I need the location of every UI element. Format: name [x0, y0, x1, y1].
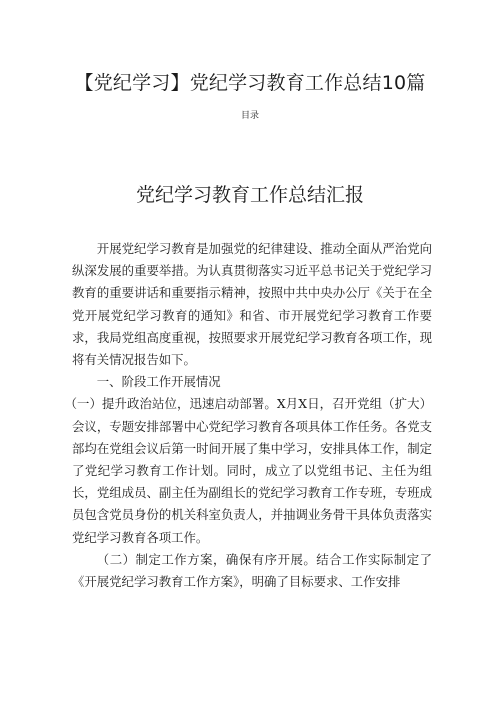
- paragraph-item-1: （一）提升政治站位，迅速启动部署。X月X日，召开党组（扩大）会议，专题安排部署中心党纪学习教育各项具体工作任务。各党支部均在党组会议后第一时间开展了集中学习，安排具体工作，制定了党纪学习教育工作计划。同时，成立了以党组书记、主任为组长，党组成员、副主任为副组长的党纪学习教育工作专班，专班成员包含党员身份的机关科室负责人，并抽调业务骨干具体负责落实党纪学习教育各项工作。: [64, 396, 432, 545]
- section-title: 党纪学习教育工作总结汇报: [135, 184, 364, 206]
- heading-stage-work: 一、阶段工作开展情况: [96, 374, 221, 390]
- paragraph-item-2: （二）制定工作方案，确保有序开展。结合工作实际制定了《开展党纪学习教育工作方案》，明确了目标要求、工作安排: [72, 551, 432, 590]
- toc-label: 目录: [240, 111, 259, 121]
- paragraph-intro: 开展党纪学习教育是加强党的纪律建设、推动全面从严治党向纵深发展的重要举措。为认真贯彻落实习近平总书记关于党纪学习教育的重要讲话和重要指示精神，按照中共中央办公厅《关于在全党开展党纪学习教育的通知》和省、市开展党纪学习教育工作要求，我局党组高度重视，按照要求开展党纪学习教育各项工作，现将有关情况报告如下。: [72, 241, 432, 368]
- document-body: [64, 238, 432, 593]
- document-title: 【党纪学习】党纪学习教育工作总结10篇: [74, 72, 426, 94]
